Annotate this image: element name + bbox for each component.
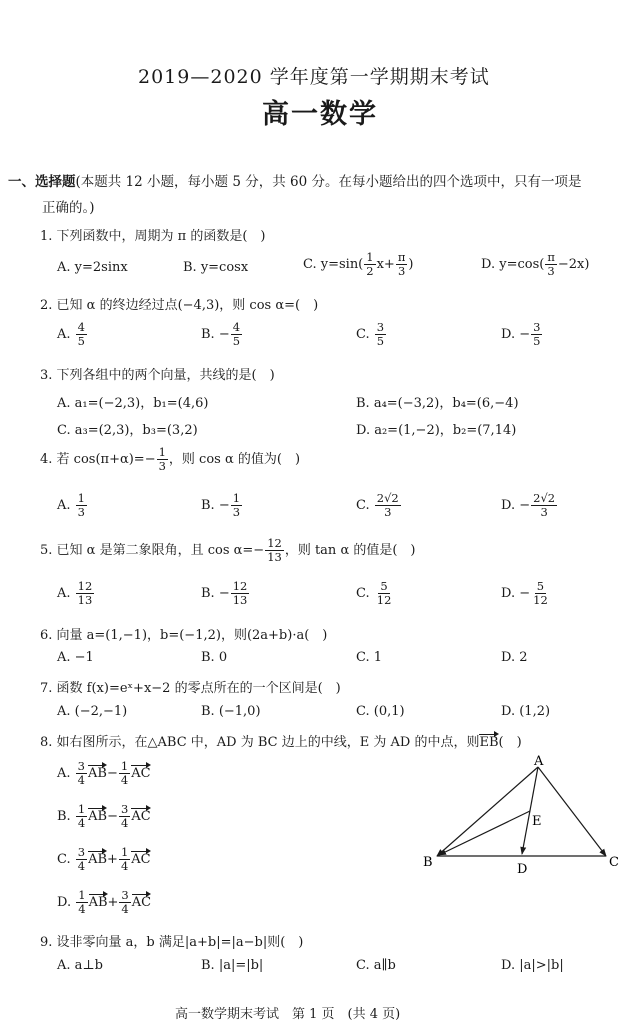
q7-option-c: C. (0,1) [356,704,405,719]
q9-option-d: D. |a|>|b| [501,958,564,973]
q6-option-b: B. 0 [201,650,228,665]
q4-option-d: D. − $\frac{2√2}{3}$ [501,491,556,519]
q2-option-c: C. $\frac{3}{5}$ [356,320,385,348]
q4-option-b: B. − $\frac{1}{3}$ [201,491,241,519]
q6-option-c: C. 1 [356,650,383,665]
q9-option-b: B. |a|=|b| [201,958,264,973]
q5-option-d: D. − $\frac{5}{12}$ [501,579,548,607]
subject-title: 高一数学 [262,99,378,130]
q6-option-d: D. 2 [501,650,528,665]
q1-option-a: A. y=2sinx [57,260,128,275]
vector-eb [439,811,530,855]
q9-stem: 9. 设非零向量 a，b 满足|a+b|=|a−b|则( ) [40,935,304,950]
label-b: B [423,855,433,870]
section-label: 一、选择题 [8,174,76,190]
q3-option-d: D. a₂=(1,−2)，b₂=(7,14) [356,423,517,438]
label-d: D [517,862,528,877]
q2-option-b: B. − $\frac{4}{5}$ [201,320,241,348]
exam-title: 2019—2020 学年度第一学期期末考试 [138,66,490,88]
q7-option-a: A. (−2,−1) [57,704,128,719]
q8-option-b: B. $\frac{1}{4}$ AB− $\frac{3}{4}$ AC [57,802,151,830]
edge-ab [437,767,538,856]
q5-option-b: B. − $\frac{12}{13}$ [201,579,248,607]
median-ad [522,767,538,854]
q1-option-d: D. y=cos( $\frac{\pi}{3}$ −2x) [481,250,590,278]
q5-option-a: A. $\frac{12}{13}$ [57,579,93,607]
q2-option-d: D. − $\frac{3}{5}$ [501,320,541,348]
q3-option-b: B. a₄=(−3,2)，b₄=(6,−4) [356,396,519,411]
q4-option-a: A. $\frac{1}{3}$ [57,491,85,519]
q7-stem: 7. 函数 f(x)=eˣ+x−2 的零点所在的一个区间是( ) [40,681,341,696]
q4-stem: 4. 若 cos(π+α)=− $\frac{1}{3}$ ，则 cos α 的值为( ) [40,445,301,473]
label-e: E [532,814,542,829]
edge-ac [538,767,606,856]
q1-option-b: B. y=cosx [183,260,249,275]
q3-stem: 3. 下列各组中的两个向量，共线的是( ) [40,368,275,383]
triangle-figure [415,755,635,880]
section-desc-cont: 正确的。) [42,200,95,216]
q1-option-c: C. y=sin( $\frac{1}{2}$ x+ $\frac{\pi}{3}$ ) [303,250,414,278]
q5-stem: 5. 已知 α 是第二象限角，且 cos α=− $\frac{12}{13}$ ，则 tan α 的值是( ) [40,536,416,564]
q9-option-a: A. a⊥b [57,958,103,973]
page-footer: 高一数学期末考试 第 1 页 (共 4 页) [175,1007,401,1022]
label-c: C [609,855,619,870]
q9-option-c: C. a∥b [356,958,396,973]
q8-option-a: A. $\frac{3}{4}$ AB− $\frac{1}{4}$ AC [57,759,151,787]
q2-option-a: A. $\frac{4}{5}$ [57,320,85,348]
q3-option-c: C. a₃=(2,3)，b₃=(3,2) [57,423,198,438]
q8-option-d: D. $\frac{1}{4}$ AB+ $\frac{3}{4}$ AC [57,888,152,916]
q2-stem: 2. 已知 α 的终边经过点(−4,3)，则 cos α=( ) [40,298,319,313]
q4-option-c: C. $\frac{2√2}{3}$ [356,491,399,519]
section-desc: (本题共 12 小题，每小题 5 分，共 60 分。在每小题给出的四个选项中，只有一项是 [75,174,582,190]
q6-stem: 6. 向量 a=(1,−1)，b=(−1,2)，则(2a+b)·a( ) [40,628,328,643]
q7-option-d: D. (1,2) [501,704,551,719]
q7-option-b: B. (−1,0) [201,704,261,719]
q5-option-c: C. $\frac{5}{12}$ [356,579,392,607]
q8-stem: 8. 如右图所示，在△ABC 中，AD 为 BC 边上的中线，E 为 AD 的中点，则EB( ) [40,735,522,750]
section-header [8,170,581,190]
q3-option-a: A. a₁=(−2,3)，b₁=(4,6) [57,396,209,411]
label-a: A [534,755,544,769]
q6-option-a: A. −1 [57,650,94,665]
q1-stem: 1. 下列函数中，周期为 π 的函数是( ) [40,229,266,244]
q8-option-c: C. $\frac{3}{4}$ AB+ $\frac{1}{4}$ AC [57,845,151,873]
